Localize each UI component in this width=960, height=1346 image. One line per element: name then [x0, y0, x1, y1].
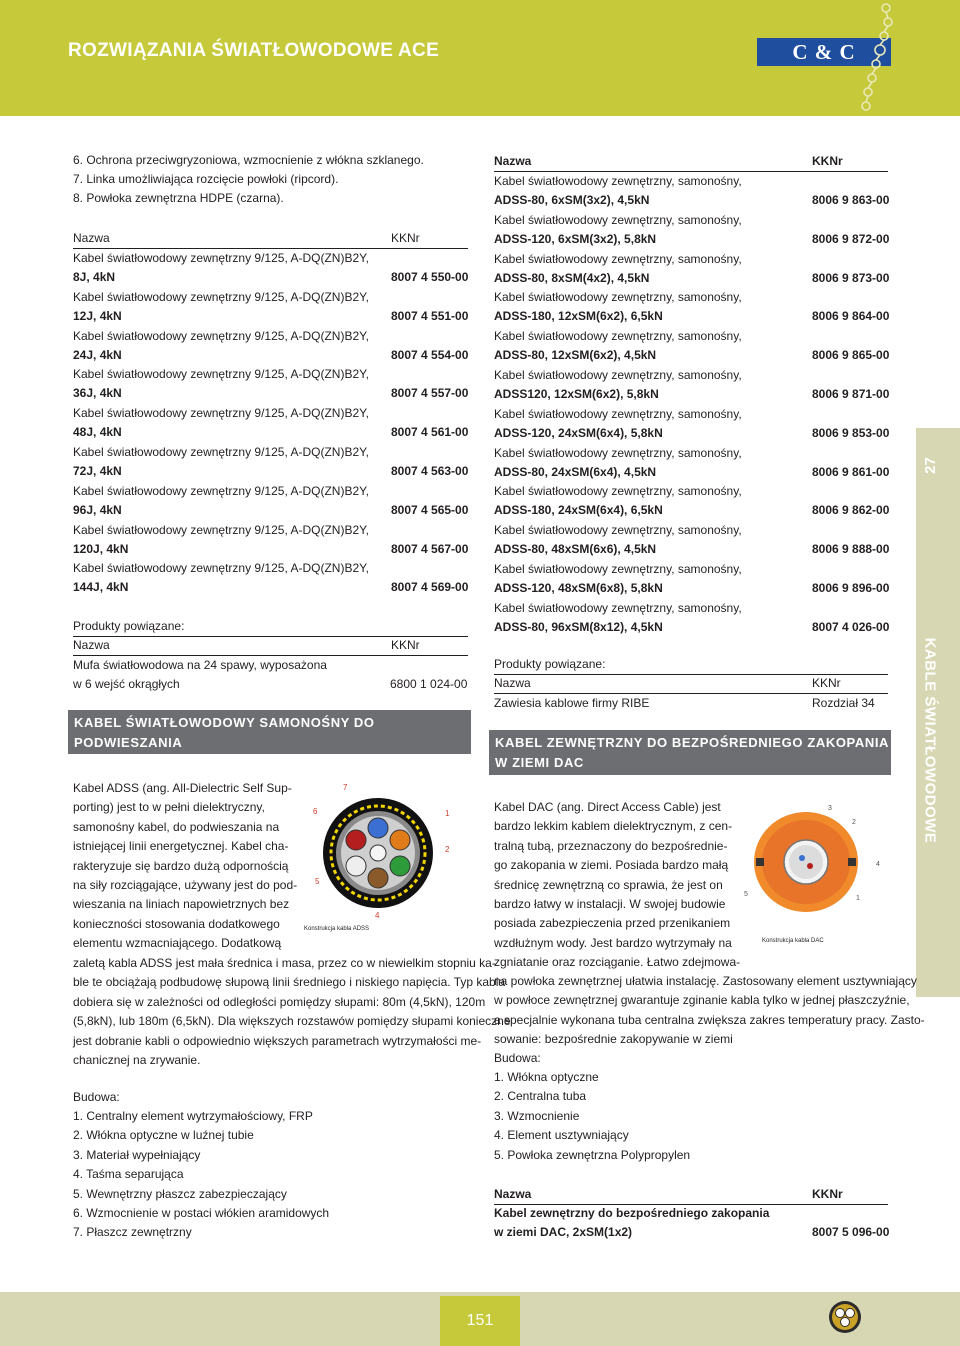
- product-name: Kabel światłowodowy zewnętrzny, samonośny,: [494, 523, 742, 537]
- paragraph-line: w powłoce zewnętrznej gwarantuje zginanie kabla tylko w jednej płaszczyźnie,: [494, 993, 910, 1008]
- product-name: 24J, 4kN: [73, 348, 122, 362]
- diagram-label: 5: [315, 877, 320, 886]
- diagram-label: 2: [445, 845, 450, 854]
- table-header-kknr: KKNr: [391, 231, 420, 245]
- paragraph-line: porting) jest to w pełni dielektryczny,: [73, 800, 265, 815]
- product-code: 8007 4 567-00: [391, 542, 469, 556]
- related-header-name: Nazwa: [494, 676, 531, 690]
- dac-diagram-caption: Konstrukcja kabla DAC: [762, 938, 824, 944]
- paragraph-line: zaletą kabla ADSS jest mała średnica i masa, przez co w niewielkim stopniu ka-: [73, 956, 496, 970]
- product-name: Kabel światłowodowy zewnętrzny, samonośny,: [494, 562, 742, 576]
- build-list-item: 1. Centralny element wytrzymałościowy, FRP: [73, 1109, 313, 1123]
- product-name: ADSS-120, 48xSM(6x8), 5,8kN: [494, 581, 663, 595]
- product-name: ADSS-180, 24xSM(6x4), 6,5kN: [494, 503, 663, 517]
- product-name: Kabel światłowodowy zewnętrzny 9/125, A-DQ(ZN)B2Y,: [73, 523, 369, 537]
- product-code: 8007 4 569-00: [391, 580, 469, 594]
- product-code: 8006 9 872-00: [812, 232, 890, 246]
- product-name: ADSS-120, 24xSM(6x4), 5,8kN: [494, 426, 663, 440]
- paragraph-line: rakteryzuje się bardzo dużą odpornością: [73, 858, 289, 873]
- intro-list-item: 8. Powłoka zewnętrzna HDPE (czarna).: [73, 191, 284, 205]
- product-code: 8007 4 557-00: [391, 386, 469, 400]
- paragraph-line: ble te obciążają podbudowę słupową linii średniego i niskiego napięcia. Typ kabla: [73, 975, 506, 990]
- diagram-label: 1: [445, 809, 450, 818]
- build-list-item: 3. Wzmocnienie: [494, 1109, 580, 1123]
- diagram-label: 4: [876, 861, 880, 868]
- product-code: 8007 4 550-00: [391, 270, 469, 284]
- product-name: ADSS-120, 6xSM(3x2), 5,8kN: [494, 232, 657, 246]
- product-code: 8006 9 871-00: [812, 387, 890, 401]
- product-name: ADSS-180, 12xSM(6x2), 6,5kN: [494, 309, 663, 323]
- related-product-name: Mufa światłowodowa na 24 spawy, wyposażona: [73, 658, 327, 672]
- build-list-item: 1. Włókna optyczne: [494, 1070, 599, 1084]
- diagram-label: 1: [856, 895, 860, 902]
- product-name: 72J, 4kN: [73, 464, 122, 478]
- paragraph-line: sowanie: bezpośrednie zakopywanie w ziemi: [494, 1032, 733, 1047]
- paragraph-line: Kabel DAC (ang. Direct Access Cable) jest: [494, 800, 721, 814]
- diagram-label: 5: [744, 891, 748, 898]
- product-code: 8006 9 873-00: [812, 271, 890, 285]
- product-name: Kabel światłowodowy zewnętrzny, samonośny,: [494, 446, 742, 460]
- paragraph-line: bardzo lekkim kablem dielektrycznym, z cen-: [494, 819, 733, 834]
- product-name: Kabel światłowodowy zewnętrzny 9/125, A-DQ(ZN)B2Y,: [73, 251, 369, 265]
- build-list-item: 4. Taśma separująca: [73, 1167, 184, 1181]
- related-product-code: 6800 1 024-00: [390, 677, 468, 691]
- diagram-label: 4: [375, 911, 380, 920]
- product-name: Kabel światłowodowy zewnętrzny, samonośny,: [494, 329, 742, 343]
- paragraph-line: posiada zabezpieczenia przed przenikaniem: [494, 916, 731, 931]
- paragraph-line: dobiera się w zależności od odległości pomiędzy słupami: 80m (4,5kN), 120m: [73, 994, 486, 1009]
- paragraph-line: jest dobranie kabli o odpowiednio większych parametrach wytrzymałości me-: [73, 1033, 482, 1048]
- product-name: 120J, 4kN: [73, 542, 129, 556]
- sidebar-section-label: KABLE ŚWIATŁOWODOWE: [921, 637, 939, 843]
- product-name: Kabel światłowodowy zewnętrzny, samonośny,: [494, 368, 742, 382]
- paragraph-line: konieczności stosowania dodatkowego: [73, 916, 280, 931]
- product-code: 8006 9 888-00: [812, 542, 890, 556]
- build-list-item: 3. Materiał wypełniający: [73, 1148, 201, 1162]
- paragraph-line: zgniatanie oraz rozciąganie. Łatwo zdejmowa-: [494, 955, 741, 970]
- product-code: 8006 9 853-00: [812, 426, 890, 440]
- dac-cable-diagram: [740, 800, 890, 940]
- product-name: 96J, 4kN: [73, 503, 122, 517]
- product-name: 8J, 4kN: [73, 270, 116, 284]
- paragraph-line: elementu wzmacniającego. Dodatkową: [73, 936, 282, 951]
- adss-diagram-caption: Konstrukcja kabla ADSS: [304, 926, 370, 932]
- build-list-item: 6. Wzmocnienie w postaci włókien aramidowych: [73, 1206, 330, 1220]
- product-name: Kabel światłowodowy zewnętrzny 9/125, A-DQ(ZN)B2Y,: [73, 329, 369, 343]
- table-header-name: Nazwa: [494, 1187, 532, 1201]
- product-name: ADSS-80, 8xSM(4x2), 4,5kN: [494, 271, 650, 285]
- paragraph-line: bardzo łatwy w instalacji. W swojej budowie: [494, 897, 726, 912]
- product-code: 8006 9 865-00: [812, 348, 890, 362]
- product-name: Kabel światłowodowy zewnętrzny, samonośny,: [494, 252, 742, 266]
- paragraph-line: na siły rozciągające, używany jest do pod-: [73, 878, 298, 893]
- product-code: 8007 4 561-00: [391, 425, 469, 439]
- cable-cross-section-icon: [828, 1300, 862, 1334]
- product-name: Kabel światłowodowy zewnętrzny, samonośny,: [494, 407, 742, 421]
- product-code: 8007 5 096-00: [812, 1225, 890, 1239]
- adss-description: [73, 779, 297, 954]
- footer-page-number: 151: [440, 1296, 520, 1346]
- build-list-item: 4. Element usztywniający: [494, 1128, 629, 1142]
- paragraph-line: tralną tubą, przeznaczony do bezpośrednie-: [494, 838, 728, 853]
- product-name: Kabel światłowodowy zewnętrzny 9/125, A-DQ(ZN)B2Y,: [73, 561, 369, 575]
- paragraph-line: średnicę zewnętrzną co sprawia, że jest on: [494, 877, 723, 892]
- product-name: 12J, 4kN: [73, 309, 122, 323]
- dac-description-continued: [494, 972, 925, 1050]
- related-product-name: Zawiesia kablowe firmy RIBE: [494, 696, 650, 710]
- product-name: Kabel światłowodowy zewnętrzny, samonośny,: [494, 484, 742, 498]
- product-name: Kabel światłowodowy zewnętrzny 9/125, A-DQ(ZN)B2Y,: [73, 290, 369, 304]
- product-code: 8006 9 862-00: [812, 503, 890, 517]
- product-code: 8007 4 565-00: [391, 503, 469, 517]
- product-code: 8007 4 554-00: [391, 348, 469, 362]
- diagram-label: 7: [343, 783, 348, 792]
- related-product-name: w 6 wejść okrągłych: [73, 677, 180, 691]
- related-header-kknr: KKNr: [812, 676, 841, 690]
- product-name: 144J, 4kN: [73, 580, 129, 594]
- intro-list-item: 6. Ochrona przeciwgryzoniowa, wzmocnienie z włókna szklanego.: [73, 153, 424, 167]
- paragraph-line: chanicznej na zrywanie.: [73, 1053, 201, 1068]
- table-header-kknr: KKNr: [812, 1187, 843, 1201]
- product-name: Kabel światłowodowy zewnętrzny 9/125, A-DQ(ZN)B2Y,: [73, 484, 369, 498]
- build-list-item: 7. Płaszcz zewnętrzny: [73, 1225, 192, 1239]
- chain-decoration-icon: [858, 0, 898, 116]
- table-header-kknr: KKNr: [812, 154, 843, 168]
- product-name: Kabel światłowodowy zewnętrzny, samonośny,: [494, 213, 742, 227]
- cc-logo: C & C: [757, 38, 891, 66]
- product-code: 8006 9 863-00: [812, 193, 890, 207]
- build-label: Budowa:: [494, 1051, 541, 1065]
- adss-description-continued: [73, 954, 511, 1070]
- product-code: 8007 4 563-00: [391, 464, 469, 478]
- paragraph-line: a specjalnie wykonana tuba centralna zwiększa zakres temperatury pracy. Zasto-: [494, 1012, 925, 1027]
- page-header-title: ROZWIĄZANIA ŚWIATŁOWODOWE ACE: [68, 40, 440, 61]
- product-code: 8006 9 896-00: [812, 581, 890, 595]
- section-heading-dac: KABEL ZEWNĘTRZNY DO BEZPOŚREDNIEGO ZAKOPANIA W ZIEMI DAC: [489, 730, 891, 775]
- build-list-item: 5. Wewnętrzny płaszcz zabezpieczający: [73, 1187, 287, 1201]
- table-header-name: Nazwa: [494, 154, 532, 168]
- product-code: 8007 4 551-00: [391, 309, 469, 323]
- paragraph-line: wzdłużnym wody. Jest bardzo wytrzymały na: [494, 935, 732, 950]
- diagram-label: 6: [313, 807, 318, 816]
- related-products-label: Produkty powiązane:: [494, 657, 606, 671]
- product-name: Kabel światłowodowy zewnętrzny, samonośny,: [494, 601, 742, 615]
- product-name: Kabel światłowodowy zewnętrzny, samonośny,: [494, 290, 742, 304]
- diagram-label: 3: [828, 805, 832, 812]
- section-heading-adss: KABEL ŚWIATŁOWODOWY SAMONOŚNY DO PODWIESZANIA ADSS: [68, 710, 471, 754]
- adss-cable-diagram: [303, 778, 463, 933]
- build-list-item: 2. Centralna tuba: [494, 1089, 587, 1103]
- product-name: ADSS-80, 24xSM(6x4), 4,5kN: [494, 465, 657, 479]
- related-product-code: Rozdział 34: [812, 696, 875, 710]
- product-name: ADSS120, 12xSM(6x2), 5,8kN: [494, 387, 659, 401]
- product-name: ADSS-80, 6xSM(3x2), 4,5kN: [494, 193, 650, 207]
- product-name: Kabel światłowodowy zewnętrzny, samonośny,: [494, 174, 742, 188]
- product-name: 36J, 4kN: [73, 386, 122, 400]
- paragraph-line: wieszania na liniach napowietrznych bez: [73, 897, 290, 912]
- product-name: Kabel zewnętrzny do bezpośredniego zakopania: [494, 1206, 770, 1220]
- build-list-item: 5. Powłoka zewnętrzna Polypropylen: [494, 1148, 691, 1162]
- product-name: w ziemi DAC, 2xSM(1x2): [494, 1225, 633, 1239]
- product-name: ADSS-80, 48xSM(6x6), 4,5kN: [494, 542, 657, 556]
- sidebar-page-number: 27: [921, 456, 939, 474]
- product-name: Kabel światłowodowy zewnętrzny 9/125, A-DQ(ZN)B2Y,: [73, 445, 369, 459]
- product-name: Kabel światłowodowy zewnętrzny 9/125, A-DQ(ZN)B2Y,: [73, 367, 369, 381]
- product-name: 48J, 4kN: [73, 425, 122, 439]
- product-name: ADSS-80, 96xSM(8x12), 4,5kN: [494, 620, 663, 634]
- build-list-item: 2. Włókna optyczne w luźnej tubie: [73, 1128, 254, 1142]
- related-products-label: Produkty powiązane:: [73, 619, 185, 633]
- paragraph-line: samonośny kabel, do podwieszania na: [73, 819, 280, 834]
- product-code: 8006 9 861-00: [812, 465, 890, 479]
- product-name: ADSS-80, 12xSM(6x2), 4,5kN: [494, 348, 657, 362]
- paragraph-line: (5,8kN), lub 180m (6,5kN). Dla większych rozstawów pomiędzy słupami konieczne: [73, 1014, 511, 1029]
- diagram-label: 2: [852, 819, 856, 826]
- table-header-name: Nazwa: [73, 231, 110, 245]
- related-header-name: Nazwa: [73, 638, 110, 652]
- paragraph-line: Kabel ADSS (ang. All-Dielectric Self Sup-: [73, 781, 292, 795]
- related-header-kknr: KKNr: [391, 638, 420, 652]
- product-code: 8006 9 864-00: [812, 309, 890, 323]
- product-name: Kabel światłowodowy zewnętrzny 9/125, A-DQ(ZN)B2Y,: [73, 406, 369, 420]
- paragraph-line: istniejącej linii energetycznej. Kabel cha-: [73, 839, 289, 854]
- paragraph-line: go zakopania w ziemi. Posiada bardzo małą: [494, 858, 729, 873]
- dac-description: [494, 798, 740, 973]
- paragraph-line: na powłoka zewnętrznej ułatwia instalację. Zastosowany element usztywniający: [494, 974, 917, 988]
- build-label: Budowa:: [73, 1090, 120, 1104]
- product-code: 8007 4 026-00: [812, 620, 890, 634]
- intro-list-item: 7. Linka umożliwiająca rozcięcie powłoki (ripcord).: [73, 172, 339, 186]
